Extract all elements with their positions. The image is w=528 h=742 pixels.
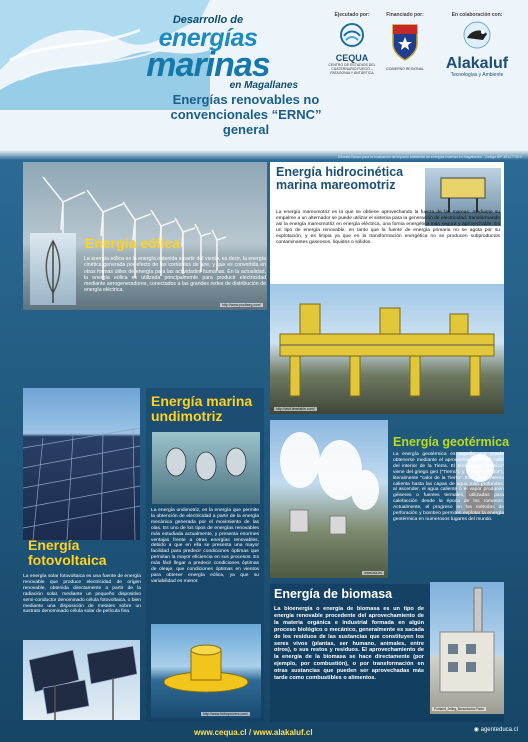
biomass-plant-illustration [430, 582, 504, 714]
geothermal-illustration [270, 420, 388, 578]
geotermica-credit: www.ida.es [364, 571, 382, 575]
undimotriz-text: La energía undimotriz, es la energía que permite la obtención de electricidad a partir de la energía mecánica generada por el movimiento de las olas. Es uno de los tipos de energías renovables más estudiada actualmente, y presenta enormes ventajas frente a otras energías renovables, debido a que en ella se presenta una mayor facilidad para predecir condiciones óptimas que permitan la mayor eficiencia en sus procesos. Es más fácil llegar a predecir condiciones óptimas de oleaje, que condiciones óptimas en vientos para obtener energía eólica, ya que su variabilidad es menor. [151, 508, 259, 584]
footer-links[interactable]: www.cequa.cl / www.alakaluf.cl [194, 728, 313, 737]
wave-device-photo [152, 432, 260, 504]
subtitle-line-1: Energías renovables no [172, 92, 320, 107]
coat-of-arms-icon [390, 22, 420, 62]
mareomotriz-title-line-2: marina mareomotriz [276, 178, 396, 193]
fotovoltaica-title-line-1: Energía [28, 537, 80, 553]
partner-alakaluf [432, 12, 522, 77]
solar-panels-illustration [23, 388, 140, 540]
solar-trackers-illustration [23, 640, 140, 720]
vertical-turbine-icon [30, 233, 76, 305]
eolica-text: La energía eólica es la energía obtenida a partir del viento, es decir, la energía cinética generada por efecto de las corrientes de aire, y que es convertida en otras formas útiles de energía para las actividades humanas. En la actualidad, la energía eólica es utilizada principalmente para producir electricidad mediante aerogeneradores, conectados a las grandes redes de distribución de energía eléctrica. [84, 256, 266, 294]
solar-panels-photo [23, 388, 140, 540]
document-reference: Difusión Banco para la evaluación de impacto ambiental de energías marinas en Magallanes - Código BIP 30127735-0 [337, 155, 522, 159]
cequa-name: CEQUA [335, 53, 369, 63]
fotovoltaica-text: La energía solar fotovoltaica es una fuente de energía renovable que produce electricidad de origen renovable, obtenida directamente a partir de la radiación solar, mediante un pequeño dispositivo semi-conductor denominado célula fotovoltaica, o bien mediante una disposición de metales sobre un sustrato denominado célula solar de película fina. [23, 574, 141, 615]
title-line-4: en Magallanes [229, 80, 298, 91]
wave-device-illustration [152, 432, 260, 504]
header [0, 0, 528, 152]
footer-brand [474, 726, 518, 733]
small-turbine-photo [30, 233, 76, 305]
mareomotriz-title [276, 166, 403, 192]
biomasa-title: Energía de biomasa [274, 587, 393, 601]
alakaluf-logo-icon [457, 20, 497, 50]
eolica-title: Energía eólica [85, 235, 180, 251]
ejecutado-caption: Ejecutado por: [334, 12, 370, 18]
title-line-2: energías [158, 24, 258, 52]
footer-brand-text: agenteduca.cl [480, 727, 518, 733]
solar-trackers-photo [23, 640, 140, 720]
geotermica-text: La energía geotérmica es aquella que puede obtenerse mediante el aprovechamiento del calor del interior de la Tierra. El término “geotérmico” viene del griego geo (“Tierra”), y thermos (“calor”), literalmente “calor de la Tierra”. Este calor interno calienta hasta las capas de agua más profundas: al ascender, el agua caliente o el vapor producen géiseres o fuentes termales, utilizadas para calefacción desde la época de los romanos. Actualmente, el progreso en los métodos de perforación y bombeo permiten explotar la energía geotérmica en numerosos lugares del mundo. [393, 452, 504, 522]
undimotriz-title [151, 394, 252, 423]
footer [0, 722, 528, 742]
biomasa-credit: Portland_Jelleg_Borsodcuba.Photo [434, 707, 484, 711]
undimotriz-title-line-1: Energía marina [151, 393, 253, 409]
tidal-machine-illustration [270, 284, 504, 414]
biomasa-text: La bioenergía o energía de biomasa es un tipo de energía renovable procedente del aprovechamiento de la materia orgánica e industrial formada en algún proceso biológico o mecánico, generalmente es sacada de los residuos de las sustancias que constituyen los seres vivos (plantas, ser humano, animales, entre otros), o sus restos y residuos. El aprovechamiento de la energía de la biomasa se hace directamente (por ejemplo, por combustión), o por transformación en otras sustancias que pueden ser aprovechadas más tarde como combustibles o alimentos. [274, 606, 424, 682]
subtitle-line-2: convencionales “ERNC” general [170, 107, 322, 137]
title-line-3: marinas [146, 46, 270, 84]
fotovoltaica-title [28, 538, 107, 567]
cequa-desc: CENTRO DE ESTUDIOS DEL CUATERNARIO FUEGO – PATAGONIA Y ANTÁRTICA [328, 63, 376, 75]
title-line-1: Desarrollo de [172, 14, 244, 26]
biomass-plant-photo [430, 582, 504, 714]
fotovoltaica-title-line-2: fotovoltaica [28, 551, 107, 568]
alakaluf-desc: Tecnologías y Ambiente [450, 72, 504, 78]
globe-icon: ◉ [473, 727, 481, 733]
eolica-credit: http://www.prodiseg.com/ [221, 303, 261, 307]
mareomotriz-text: La energía mareomotriz es la que se obtiene aprovechando la fuerza de las mareas: mediante su empalme a un alternador se puede utilizar el sistema para la generación de electricidad, transformando así la energía mareomotriz en energía eléctrica, una forma energética más segura y aprovechable. Es un tipo de energía renovable, en tanto que la fuente de energía primaria no se agota por su explotación, y es limpia ya que en la transformación energética no se producen subproductos contaminantes gaseosos, líquidos o sólidos. [276, 210, 500, 245]
mareomotriz-credit: http://visit.timetable.com/ [276, 407, 315, 411]
buoy-illustration [151, 624, 261, 718]
partner-gobierno [380, 12, 430, 71]
project-logo [108, 14, 308, 91]
partner-cequa [326, 12, 378, 75]
cequa-logo-icon [337, 22, 367, 48]
gobierno-desc: GOBIERNO REGIONAL [386, 67, 424, 71]
undimotriz-title-line-2: undimotriz [151, 407, 223, 424]
alakaluf-name: Alakaluf [445, 55, 509, 72]
tidal-machine-photo [270, 284, 504, 414]
buoy-photo [151, 624, 261, 718]
geotermica-title: Energía geotérmica [393, 435, 510, 449]
page-subtitle [146, 92, 346, 137]
mareomotriz-title-line-1: Energía hidrocinética [276, 165, 404, 179]
colaboracion-caption: En colaboración con: [451, 12, 503, 18]
geothermal-photo [270, 420, 388, 578]
undimotriz-credit: http://www.hidroprovers.com/ [203, 712, 249, 716]
financiado-caption: Financiado por: [386, 12, 424, 18]
